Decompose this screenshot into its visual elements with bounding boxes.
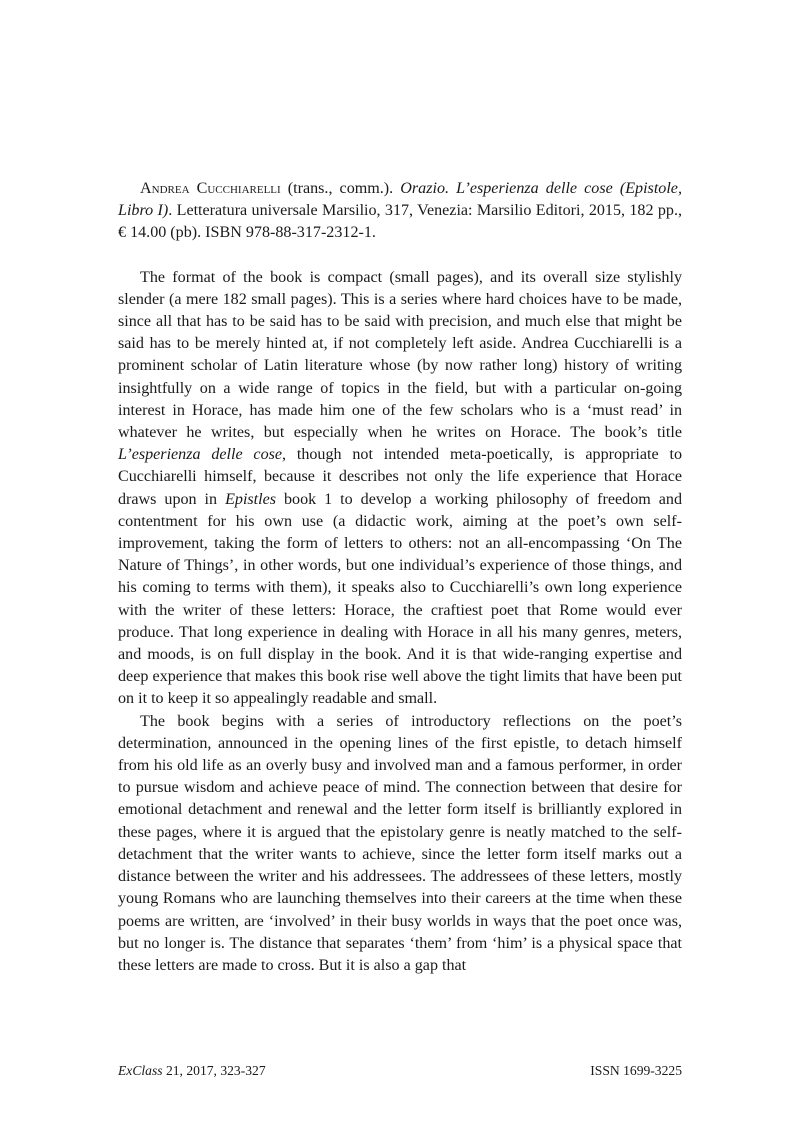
book-citation (118, 178, 682, 245)
paragraph-1-part-3: book 1 to develop a working philosophy of freedom and contentment for his own use (a didactic work, aiming at the poet’s own self-improvement, taking the form of letters to others: not an all-encompassing ‘On The Nature of Things’, in other words, but one individual’s experience of those things, and his coming to terms with them), it speaks also to Cucchiarelli’s own long experience with the writer of these letters: Horace, the craftiest poet that Rome would ever produce. That long experience in dealing with Horace in all his many genres, meters, and moods, is on full display in the book. And it is that wide-ranging expertise and deep experience that makes this book rise well above the tight limits that have been put on it to keep it so appealingly readable and small. (118, 490, 683, 708)
footer-journal (118, 1062, 266, 1080)
paragraph-1-book-title: L’esperienza delle cose (118, 446, 283, 464)
paragraph-1-part-1: The format of the book is compact (small pages), and its overall size stylishly slender (a mere 182 small pages). This is a series where hard choices have to be made, since all that has to be said has to be said with precision, and much else that might be said has to be merely hinted at, if not completely left aside. Andrea Cucchiarelli is a prominent scholar of Latin literature whose (by now rather long) history of writing insightfully on a wide range of topics in the field, but with a particular on-going interest in Horace, has made him one of the few scholars who is a ‘must read’ in whatever he writes, but especially when he writes on Horace. The book’s title (118, 268, 682, 442)
paragraph-1-part-2: , though not intended meta-poetically, is appropriate to Cucchiarelli himself, because it describes not only the life experience that Horace draws upon in (118, 446, 682, 508)
review-page (118, 178, 682, 977)
review-body (118, 267, 682, 978)
paragraph-1-epistles: Epistles (225, 490, 277, 508)
footer-volume: 21, 2017, 323-327 (162, 1063, 266, 1078)
citation-details: . Letteratura universale Marsilio, 317, Venezia: Marsilio Editori, 2015, 182 pp., € 14.00 (pb). ISBN 978-88-317-2312-1. (118, 202, 682, 242)
citation-role: (trans., comm.). (280, 180, 401, 197)
page-footer (118, 1062, 682, 1080)
paragraph-2: The book begins with a series of introductory reflections on the poet’s determination, announced in the opening lines of the first epistle, to detach himself from his old life as an overly busy and involved man and a famous performer, in order to pursue wisdom and achieve peace of mind. The connection between that desire for emotional detachment and renewal and the letter form itself is brilliantly explored in these pages, where it is argued that the epistolary genre is neatly matched to the self-detachment that the writer wants to achieve, since the letter form itself marks out a distance between the writer and his addressees. The addressees of these letters, mostly young Romans who are launching themselves into their careers at the time when these poems are written, are ‘involved’ in their busy worlds in ways that the poet once was, but no longer is. The distance that separates ‘them’ from ‘him’ is a physical space that these letters are made to cross. But it is also a gap that (118, 712, 682, 974)
footer-journal-name: ExClass (118, 1063, 163, 1078)
citation-title: Orazio. L’esperienza delle cose (Epistole, Libro I) (118, 180, 682, 220)
footer-issn: ISSN 1699-3225 (590, 1063, 682, 1078)
paragraph-1 (118, 267, 682, 711)
citation-author: Andrea Cucchiarelli (140, 180, 281, 197)
